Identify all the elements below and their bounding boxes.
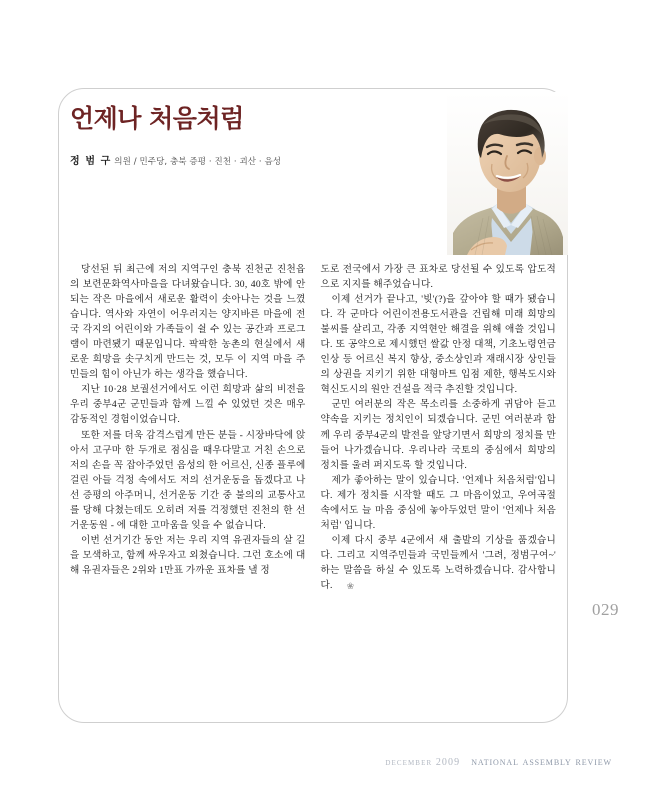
body-column-left <box>70 262 306 594</box>
page-footer <box>0 752 612 770</box>
paragraph: 당선된 뒤 최근에 저의 지역구인 충북 진천군 진천읍의 보련문화역사마을을 다녀왔습니다. 30, 40호 밖에 안 되는 작은 마을에서 새로운 활력이 솟아나는 것을 느꼈습니다. 역사와 자연이 어우러지는 양지바른 마을에 전국 각지의 어린이와 가족들이 쉴 수 있는 공간과 프로그램이 마련됐기 때문입니다. 팍팍한 농촌의 현실에서 새로운 희망을 솟구치게 만드는 것, 모두 이 지역 마을 주민들의 힘이 아닌가 하는 생각을 했습니다. <box>70 264 306 381</box>
article-body-columns <box>70 262 556 594</box>
author-portrait-photo <box>447 92 568 255</box>
paragraph-final <box>321 533 557 594</box>
paragraph: 지난 10·28 보궐선거에서도 이런 희망과 삶의 비전을 우리 중부4군 군민들과 함께 느낄 수 있었던 것은 매우 감동적인 경험이었습니다. <box>70 384 306 426</box>
paragraph: 이제 선거가 끝나고, '빚'(?)을 갚아야 할 때가 됐습니다. 각 군마다 어린이전용도서관을 건립해 미래 희망의 불씨를 살리고, 각종 지역현안 해결을 위해 애쓸 것입니다. 또 공약으로 제시했던 쌀값 안정 대책, 기초노령연금 인상 등 어르신 복지 향상, 중소상인과 재래시장 상인들의 상권을 지키기 위한 대형마트 입점 제한, 행복도시와 혁신도시의 원안 건설을 적극 추진할 것입니다. <box>320 294 556 396</box>
paragraph: 또한 저를 더욱 감격스럽게 만든 분들 - 시장바닥에 앉아서 고구마 한 두개로 점심을 때우다말고 거친 손으로 저의 손을 꼭 잡아주었던 음성의 한 어르신, 신종 플루에 걸린 아들 걱정 속에서도 저의 선거운동을 돕겠다고 나선 증평의 아주머니, 선거운동 기간 중 불의의 교통사고를 당해 다쳤는데도 오히려 저를 걱정했던 진천의 한 선거운동원 - 에 대한 고마움을 잊을 수 없습니다. <box>70 429 306 531</box>
page-title: 언제나 처음처럼 <box>70 104 244 133</box>
byline-affiliation: 의원 / 민주당, 충북 증평 · 진천 · 괴산 · 음성 <box>114 156 282 167</box>
footer-magazine-title: national assembly review <box>471 756 612 768</box>
body-column-right <box>321 262 557 594</box>
footer-issue-date: december 2009 <box>385 757 461 768</box>
paragraph: 이번 선거기간 동안 저는 우리 지역 유권자들의 살 길을 모색하고, 함께 싸우자고 외쳤습니다. 그런 호소에 대해 유권자들은 2위와 1만표 가까운 표차를 낼 정 <box>70 534 306 576</box>
paragraph-final-text: 이제 다시 중부 4군에서 새 출발의 기상을 품겠습니다. 그리고 지역주민들과 국민들께서 '그려, 정범구여~' 하는 말씀을 하실 수 있도록 노력하겠습니다. 감사합니다. <box>320 534 556 591</box>
portrait-illustration <box>447 92 568 255</box>
page-number: 029 <box>592 600 619 619</box>
article-header <box>70 105 420 167</box>
paragraph: 도로 전국에서 가장 큰 표차로 당선될 수 있도록 압도적으로 지지를 해주었습니다. <box>320 264 556 291</box>
byline <box>70 152 420 167</box>
paragraph: 군민 여러분의 작은 목소리를 소중하게 귀담아 듣고 약속을 지키는 정치인이 되겠습니다. 군민 여러분과 함께 우리 중부4군의 발전을 앞당기면서 희망의 정치를 만들어 나가겠습니다. 우리나라 국토의 중심에서 희망의 정치를 울려 퍼지도록 할 것입니다. <box>320 399 556 471</box>
flower-end-mark-icon: ❀ <box>346 580 355 591</box>
paragraph: 제가 좋아하는 말이 있습니다. '언제나 처음처럼'입니다. 제가 정치를 시작할 때도 그 마음이었고, 우여곡절 속에서도 늘 마음 중심에 놓아두었던 말이 '언제나 처음처럼' 입니다. <box>320 474 556 531</box>
byline-author-name: 정 범 구 <box>70 155 112 167</box>
